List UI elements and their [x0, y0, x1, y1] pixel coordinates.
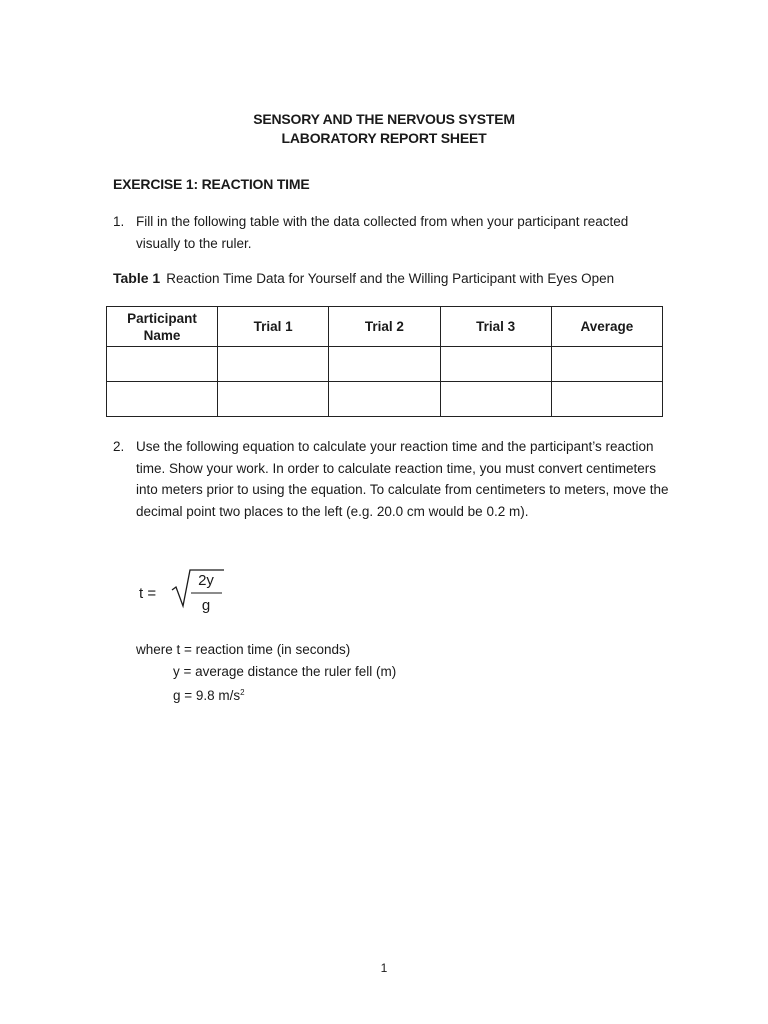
table-cell[interactable] — [329, 382, 440, 417]
definition-t: where t = reaction time (in seconds) — [136, 642, 351, 657]
column-header-average: Average — [551, 307, 662, 347]
definition-g-exponent: 2 — [240, 688, 245, 697]
reaction-time-equation — [138, 566, 248, 622]
column-header-participant-name: Participant Name — [107, 307, 218, 347]
table-cell[interactable] — [107, 382, 218, 417]
question-2-number: 2. — [113, 439, 125, 454]
reaction-time-table — [106, 306, 663, 417]
table-label: Table 1 — [113, 270, 161, 286]
table-header-row — [107, 307, 663, 347]
variable-definitions — [136, 639, 396, 707]
table-caption-text: Reaction Time Data for Yourself and the Willing Participant with Eyes Open — [166, 271, 615, 286]
table-cell[interactable] — [551, 382, 662, 417]
question-2-text: Use the following equation to calculate your reaction time and the participant’s reaction time. Show your work. In order to calculate reaction time, you must convert centimeters into meters prior to using the equation. To calculate from centimeters to meters, move the decimal point two places to the left (e.g. 20.0 cm would be 0.2 m). — [136, 439, 669, 519]
page-number: 1 — [380, 961, 388, 975]
table-caption — [113, 269, 614, 288]
definition-g — [136, 682, 396, 707]
table-cell[interactable] — [551, 347, 662, 382]
definition-g-text: g = 9.8 m/s — [173, 688, 241, 703]
table-cell[interactable] — [218, 382, 329, 417]
question-1 — [113, 211, 673, 254]
table-row — [107, 347, 663, 382]
column-header-trial-1: Trial 1 — [218, 307, 329, 347]
equation-denominator: g — [201, 597, 211, 614]
exercise-heading: EXERCISE 1: REACTION TIME — [113, 176, 310, 192]
column-header-trial-2: Trial 2 — [329, 307, 440, 347]
definition-y: y = average distance the ruler fell (m) — [173, 663, 397, 679]
question-1-number: 1. — [113, 214, 125, 229]
table-cell[interactable] — [440, 347, 551, 382]
table-cell[interactable] — [107, 347, 218, 382]
title-line-1: SENSORY AND THE NERVOUS SYSTEM — [253, 111, 515, 127]
column-header-trial-3: Trial 3 — [440, 307, 551, 347]
title-line-2: LABORATORY REPORT SHEET — [281, 130, 487, 146]
equation-lhs: t = — [139, 585, 157, 602]
table-row — [107, 382, 663, 417]
table-cell[interactable] — [218, 347, 329, 382]
document-title — [0, 110, 768, 148]
table-cell[interactable] — [440, 382, 551, 417]
table-cell[interactable] — [329, 347, 440, 382]
question-1-text: Fill in the following table with the data collected from when your participant reacted visually to the ruler. — [136, 214, 629, 251]
question-2 — [113, 436, 673, 522]
equation-numerator: 2y — [198, 572, 214, 589]
